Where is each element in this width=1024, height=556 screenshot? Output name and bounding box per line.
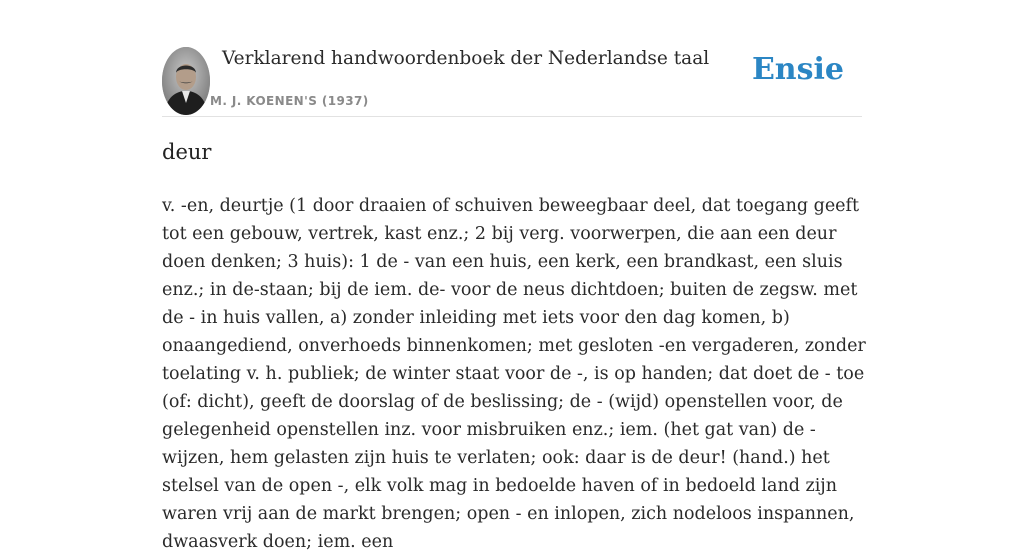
ensie-logo-link[interactable]: Ensie [751,52,844,87]
author-portrait [162,47,210,115]
portrait-image [162,47,210,115]
site-header [162,40,862,117]
dictionary-author: M. J. KOENEN'S (1937) [210,94,369,108]
entry-definition: v. -en, deurtje (1 door draaien of schuiven beweegbaar deel, dat toegang geeft tot een gebouw, vertrek, kast enz.; 2 bij verg. voorwerpen, die aan een deur doen denken; 3 huis): 1 de - van een huis, een kerk, een brandkast, een sluis enz.; in de-staan; bij de iem. de- voor de neus dichtdoen; buiten de zegsw. met de - in huis vallen, a) zonder inleiding met iets voor den dag komen, b) onaangediend, onverhoeds binnenkomen; met gesloten -en vergaderen, zonder toelating v. h. publiek; de winter staat voor de -, is op handen; dat doet de - toe (of: dicht), geeft de doorslag of de beslissing; de - (wijd) openstellen voor, de gelegenheid openstellen inz. voor misbruiken enz.; iem. (het gat van) de - wijzen, hem gelasten zijn huis te verlaten; ook: daar is de deur! (hand.) het stelsel van de open -, elk volk mag in bedoelde haven of in bedoeld land zijn waren vrij aan de markt brengen; open - en inlopen, zich nodeloos inspannen, dwaasverk doen; iem. een [162,196,866,552]
dictionary-title: Verklarend handwoordenboek der Nederlandse taal [222,48,710,69]
entry-headword: deur [162,140,212,164]
